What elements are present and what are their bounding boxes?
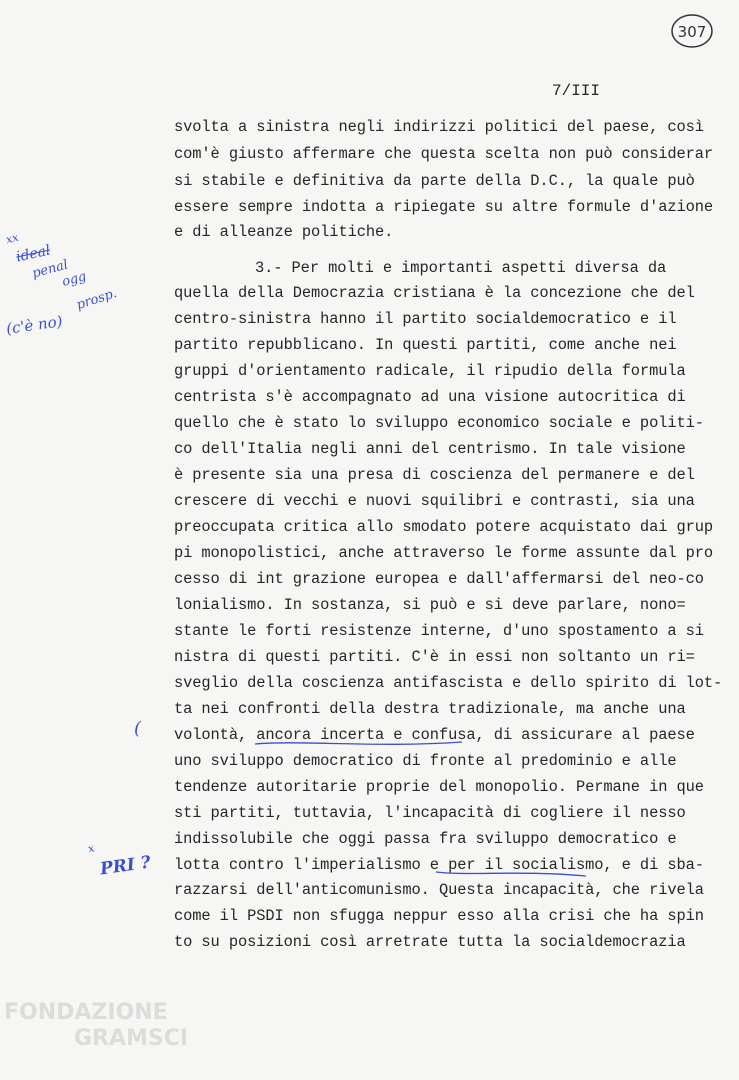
margin-note-paren: ( bbox=[134, 718, 142, 739]
text-line: svolta a sinistra negli indirizzi politici del paese, così bbox=[174, 118, 704, 136]
margin-note-mark: xx bbox=[4, 230, 20, 247]
margin-note-word: PRI ? bbox=[98, 852, 152, 880]
text-line: razzarsi dell'anticomunismo. Questa incapacità, che rivela bbox=[174, 881, 704, 899]
text-line: come il PSDI non sfugga neppur esso alla crisi che ha spin bbox=[174, 907, 704, 925]
watermark-line-1: FONDAZIONE bbox=[4, 1000, 168, 1025]
margin-note-word: (c'è no) bbox=[5, 312, 64, 338]
text-line: lotta contro l'imperialismo e per il socialismo, e di sba- bbox=[174, 856, 704, 874]
margin-note-word: prosp. bbox=[74, 285, 119, 314]
text-line: è presente sia una presa di coscienza del permanere e del bbox=[174, 466, 695, 484]
text-line: com'è giusto affermare che questa scelta non può considerar bbox=[174, 145, 714, 163]
text-line: stante le forti resistenze interne, d'uno spostamento a si bbox=[174, 622, 704, 640]
text-line: tendenze autoritarie proprie del monopolio. Permane in que bbox=[174, 778, 704, 796]
archive-stamp-number: 307 bbox=[677, 23, 707, 41]
text-line: cesso di int grazione europea e dall'affermarsi del neo-co bbox=[174, 570, 704, 588]
text-line: indissolubile che oggi passa fra sviluppo democratico e bbox=[174, 830, 677, 848]
watermark bbox=[4, 1000, 204, 1070]
text-line: crescere di vecchi e nuovi squilibri e contrasti, sia una bbox=[174, 492, 695, 510]
text-line: sveglio della coscienza antifascista e dello spirito di lot- bbox=[174, 674, 723, 692]
text-line: centro-sinistra hanno il partito socialdemocratico e il bbox=[174, 310, 677, 328]
text-line: lonialismo. In sostanza, si può e si deve parlare, nono= bbox=[174, 596, 686, 614]
text-line: preoccupata critica allo smodato potere acquistato dai grup bbox=[174, 518, 714, 536]
page-number: 7/III bbox=[552, 82, 601, 100]
text-line: ta nei confronti della destra tradizionale, ma anche una bbox=[174, 700, 686, 718]
text-line: pi monopolistici, anche attraverso le forme assunte dal pro bbox=[174, 544, 714, 562]
text-line: quella della Democrazia cristiana è la concezione che del bbox=[174, 284, 695, 302]
text-line: volontà, ancora incerta e confusa, di assicurare al paese bbox=[174, 726, 695, 744]
margin-note-word: penal bbox=[30, 257, 70, 282]
text-line: sti partiti, tuttavia, l'incapacità di cogliere il nesso bbox=[174, 804, 686, 822]
margin-note-word: ogg bbox=[60, 269, 89, 290]
archive-stamp bbox=[670, 12, 714, 50]
watermark-line-2: GRAMSCI bbox=[74, 1026, 189, 1051]
text-line: to su posizioni così arretrate tutta la socialdemocrazia bbox=[174, 933, 686, 951]
text-line: co dell'Italia negli anni del centrismo. In tale visione bbox=[174, 440, 686, 458]
text-line: 3.- Per molti e importanti aspetti diversa da bbox=[255, 259, 667, 277]
text-line: e di alleanze politiche. bbox=[174, 223, 394, 241]
text-line: centrista s'è accompagnato ad una visione autocritica di bbox=[174, 388, 686, 406]
text-line: gruppi d'orientamento radicale, il ripudio della formula bbox=[174, 362, 686, 380]
text-line: quello che è stato lo sviluppo economico sociale e politi- bbox=[174, 414, 704, 432]
text-line: essere sempre indotta a ripiegate su altre formule d'azione bbox=[174, 198, 714, 216]
text-line: partito repubblicano. In questi partiti, come anche nei bbox=[174, 336, 677, 354]
margin-note-mark: x bbox=[86, 841, 96, 856]
text-line: si stabile e definitiva da parte della D.C., la quale può bbox=[174, 172, 695, 190]
text-line: nistra di questi partiti. C'è in essi non soltanto un ri= bbox=[174, 648, 695, 666]
text-line: uno sviluppo democratico di fronte al predominio e alle bbox=[174, 752, 677, 770]
margin-note-word: ideal bbox=[14, 242, 52, 266]
